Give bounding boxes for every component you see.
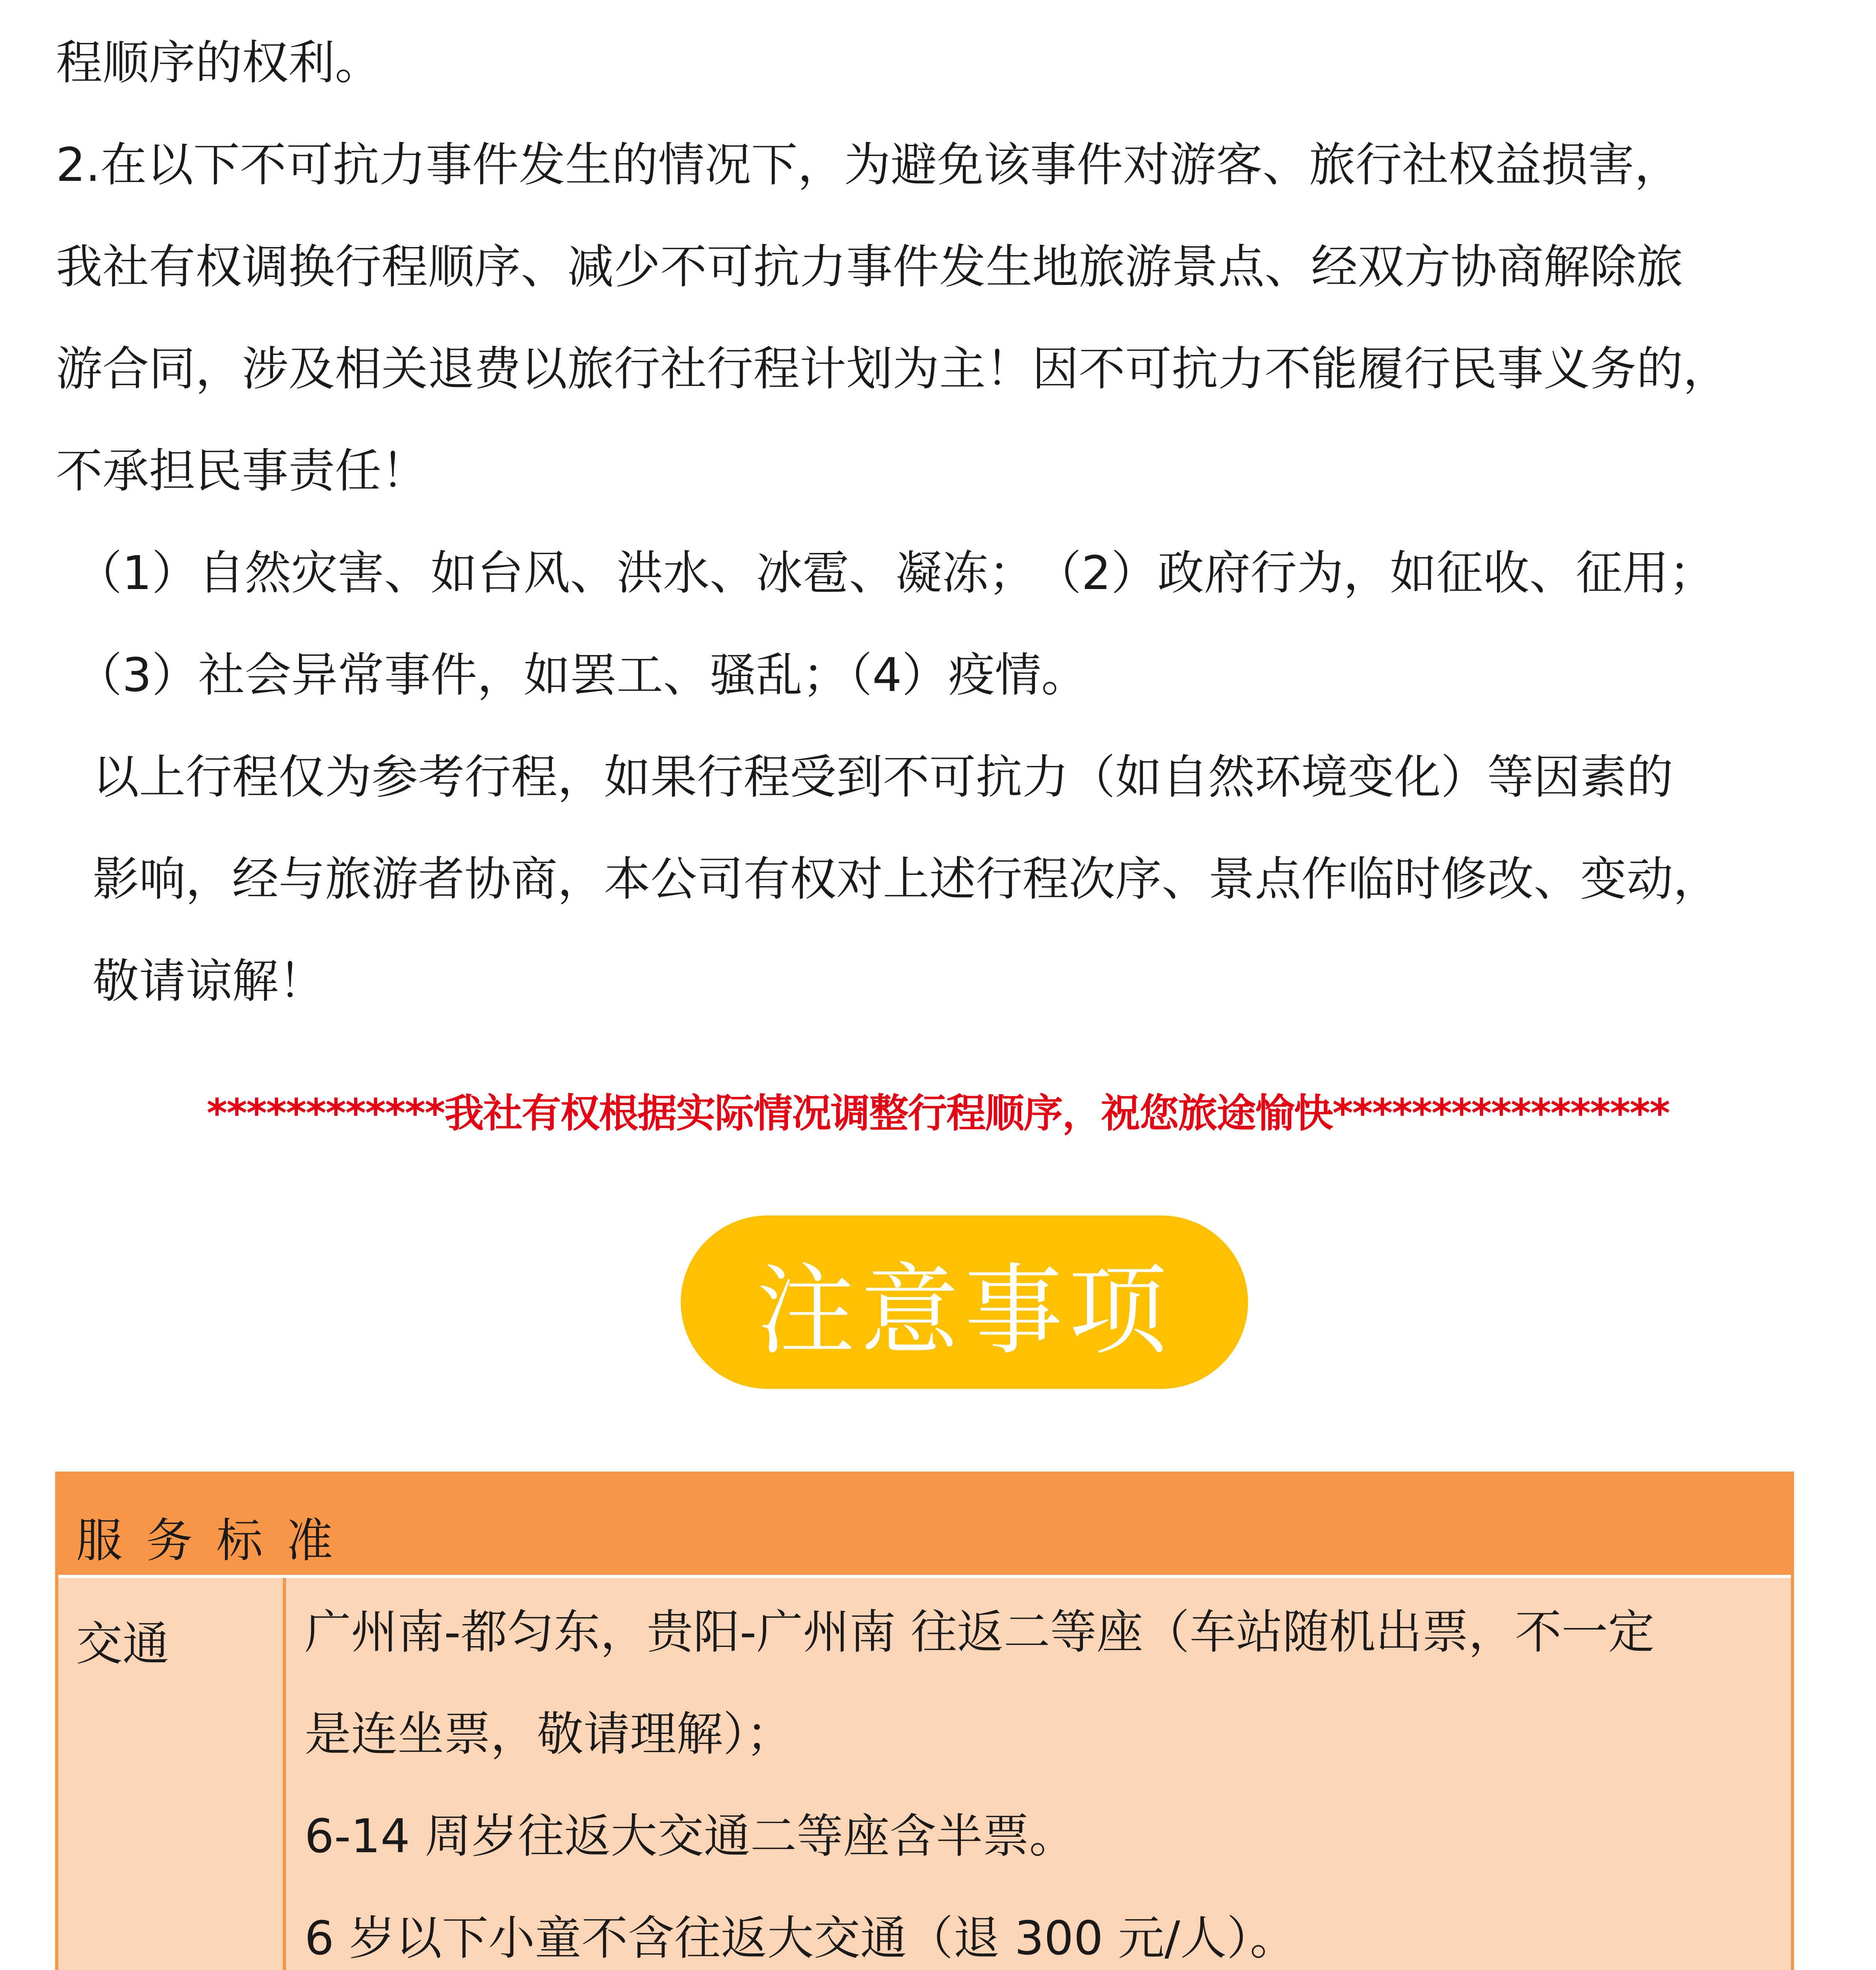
row-content-transport bbox=[305, 1581, 1655, 1970]
intro-line: 程顺序的权利。 bbox=[56, 35, 382, 90]
notice-line: 敬请谅解！ bbox=[93, 954, 325, 1008]
intro-line: （3）社会异常事件，如罢工、骚乱；（4）疫情。 bbox=[76, 648, 1088, 702]
section-title: 注意事项 bbox=[756, 1253, 1172, 1368]
intro-paragraph bbox=[56, 12, 1829, 726]
table-header bbox=[58, 1475, 1791, 1578]
intro-line: 我社有权调换行程顺序、减少不可抗力事件发生地旅游景点、经双方协商解除旅 bbox=[56, 240, 1683, 294]
row-label-transport: 交通 bbox=[76, 1617, 169, 1671]
intro-line: （1）自然灾害、如台风、洪水、冰雹、凝冻； （2）政府行为，如征收、征用； bbox=[76, 546, 1716, 600]
section-title-pill bbox=[681, 1215, 1248, 1389]
notice-line: 影响，经与旅游者协商，本公司有权对上述行程次序、景点作临时修改、变动， bbox=[93, 852, 1720, 906]
red-banner: ************我社有权根据实际情况调整行程顺序，祝您旅途愉快***************** bbox=[206, 1090, 1670, 1136]
notice-line: 以上行程仅为参考行程，如果行程受到不可抗力（如自然环境变化）等因素的 bbox=[93, 750, 1674, 804]
content-line: 6 岁以下小童不含往返大交通（退 300 元/人）。 bbox=[305, 1911, 1296, 1965]
service-standard-table bbox=[55, 1472, 1794, 1970]
table-header-label: 服务标准 bbox=[76, 1513, 357, 1568]
content-line: 广州南-都匀东，贵阳-广州南 往返二等座（车站随机出票，不一定 bbox=[305, 1605, 1655, 1659]
intro-line: 不承担民事责任！ bbox=[56, 444, 428, 498]
column-divider bbox=[283, 1578, 286, 1970]
content-line: 6-14 周岁往返大交通二等座含半票。 bbox=[305, 1809, 1076, 1863]
intro-line: 游合同，涉及相关退费以旅行社行程计划为主！因不可抗力不能履行民事义务的， bbox=[56, 342, 1730, 396]
content-line: 是连坐票，敬请理解）； bbox=[305, 1707, 793, 1761]
table-row-transport bbox=[58, 1578, 1791, 1970]
intro-line: 2.在以下不可抗力事件发生的情况下，为避免该事件对游客、旅行社权益损害， bbox=[56, 138, 1681, 192]
notice-paragraph bbox=[93, 726, 1865, 1032]
